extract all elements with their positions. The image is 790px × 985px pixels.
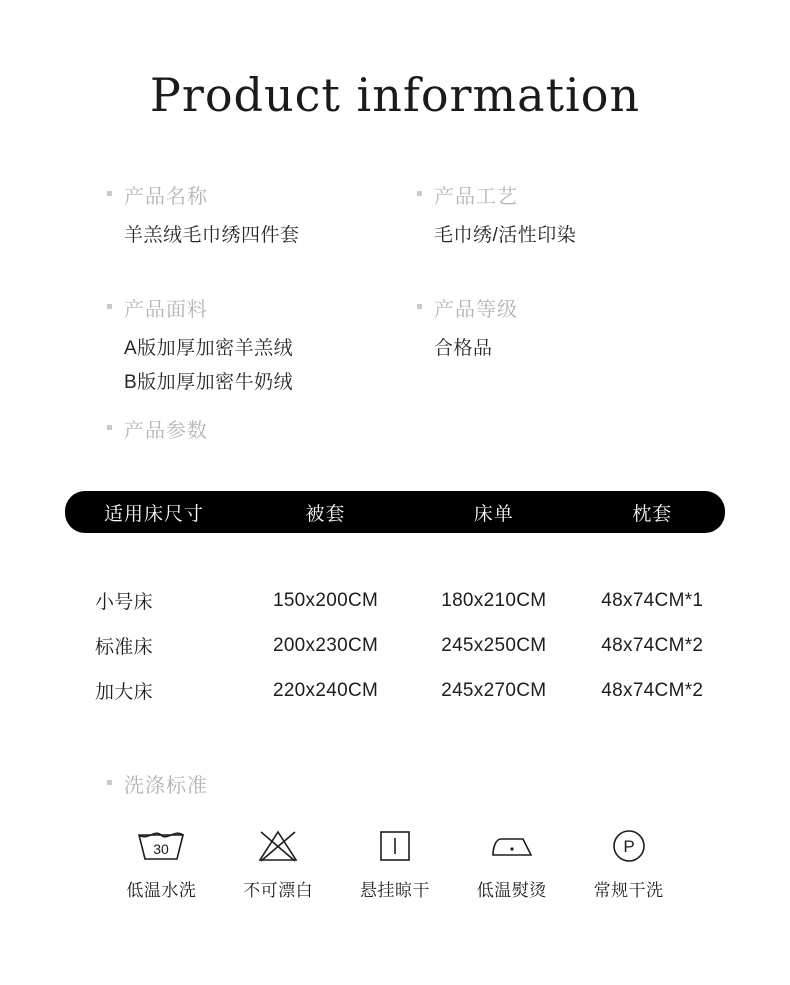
- spacer-cell: [408, 533, 580, 578]
- page-title: Product information: [149, 68, 641, 122]
- spec-label-text: 产品名称: [124, 186, 208, 208]
- spec-row: [75, 414, 715, 453]
- table-cell: 加大床: [95, 682, 153, 703]
- spec-label-text: 产品等级: [434, 299, 518, 321]
- table-cell: 48x74CM*2: [601, 679, 704, 701]
- wash-item-text: 不可漂白: [243, 881, 314, 900]
- wash-care-section: [75, 713, 715, 901]
- wash-icon-row: [75, 798, 715, 901]
- bullet-icon: [107, 304, 112, 309]
- wash-item-text: 悬挂晾干: [359, 881, 430, 900]
- spec-item-craft: [395, 180, 715, 253]
- spec-item-parameters: [75, 414, 395, 453]
- table-spacer-row: [65, 533, 725, 578]
- table-cell: 48x74CM*2: [601, 634, 704, 656]
- table-row: [65, 668, 725, 713]
- spec-item-fabric: [75, 293, 395, 400]
- dry-clean-p-icon: [570, 824, 687, 868]
- table-header-cell: 适用床尺寸: [65, 491, 243, 533]
- wash-item-text: 低温熨烫: [476, 881, 547, 900]
- table-cell: 220x240CM: [272, 679, 379, 701]
- spec-label: [107, 180, 395, 209]
- table-header-row: [65, 491, 725, 533]
- svg-text:P: P: [622, 837, 635, 856]
- table-row: [65, 578, 725, 623]
- hang-dry-square-icon: [337, 824, 454, 868]
- wash-item-low-iron: [453, 824, 570, 901]
- spec-label-text: 产品参数: [124, 420, 208, 442]
- spacer-cell: [65, 533, 243, 578]
- wash-care-label: [75, 769, 715, 798]
- wash-item-hang-dry: [337, 824, 454, 901]
- spec-row: [75, 180, 715, 253]
- spec-value: B版加厚加密牛奶绒: [124, 372, 294, 393]
- bullet-icon: [417, 304, 422, 309]
- spec-empty: [395, 414, 715, 453]
- wash-care-label-text: 洗涤标准: [124, 775, 208, 797]
- size-table: [65, 491, 725, 713]
- size-table-head: [65, 491, 725, 533]
- spec-label-text: 产品工艺: [434, 186, 518, 208]
- spec-label: [107, 414, 395, 443]
- wash-item-text: 常规干洗: [593, 881, 664, 900]
- wash-item-text: 低温水洗: [126, 881, 197, 900]
- spec-value: A版加厚加密羊羔绒: [124, 338, 294, 359]
- size-table-body: [65, 533, 725, 713]
- table-cell: 48x74CM*1: [601, 589, 704, 611]
- spec-item-grade: [395, 293, 715, 400]
- spec-value: 羊羔绒毛巾绣四件套: [124, 225, 300, 246]
- bullet-icon: [107, 425, 112, 430]
- svg-text:30: 30: [153, 841, 170, 857]
- table-header-cell: 枕套: [580, 491, 725, 533]
- spacer: [75, 400, 715, 414]
- spacer: [75, 253, 715, 293]
- spec-item-product-name: [75, 180, 395, 253]
- spec-value: 合格品: [434, 338, 493, 359]
- spec-label: [417, 293, 715, 322]
- spec-label: [417, 180, 715, 209]
- table-cell: 245x250CM: [441, 634, 547, 656]
- spec-row: [75, 293, 715, 400]
- bullet-icon: [107, 780, 112, 785]
- spec-list: [75, 118, 715, 453]
- iron-low-icon: [453, 824, 570, 868]
- size-table-container: [65, 453, 725, 713]
- bullet-icon: [417, 191, 422, 196]
- table-cell: 150x200CM: [272, 589, 379, 611]
- wash-tub-30-icon: [103, 824, 220, 868]
- spacer-cell: [580, 533, 725, 578]
- wash-item-no-bleach: [220, 824, 337, 901]
- table-header-cell: 被套: [243, 491, 408, 533]
- no-bleach-triangle-icon: [220, 824, 337, 868]
- spec-value: 毛巾绣/活性印染: [434, 225, 577, 246]
- table-cell: 标准床: [95, 637, 153, 658]
- wash-item-dry-clean: [570, 824, 687, 901]
- table-header-cell: 床单: [408, 491, 580, 533]
- spacer-cell: [243, 533, 408, 578]
- table-cell: 200x230CM: [272, 634, 379, 656]
- spec-label: [107, 293, 395, 322]
- wash-item-machine-wash: [103, 824, 220, 901]
- table-row: [65, 623, 725, 668]
- bullet-icon: [107, 191, 112, 196]
- table-cell: 180x210CM: [441, 589, 547, 611]
- table-cell: 245x270CM: [441, 679, 547, 701]
- spec-label-text: 产品面料: [124, 299, 208, 321]
- table-cell: 小号床: [95, 592, 153, 613]
